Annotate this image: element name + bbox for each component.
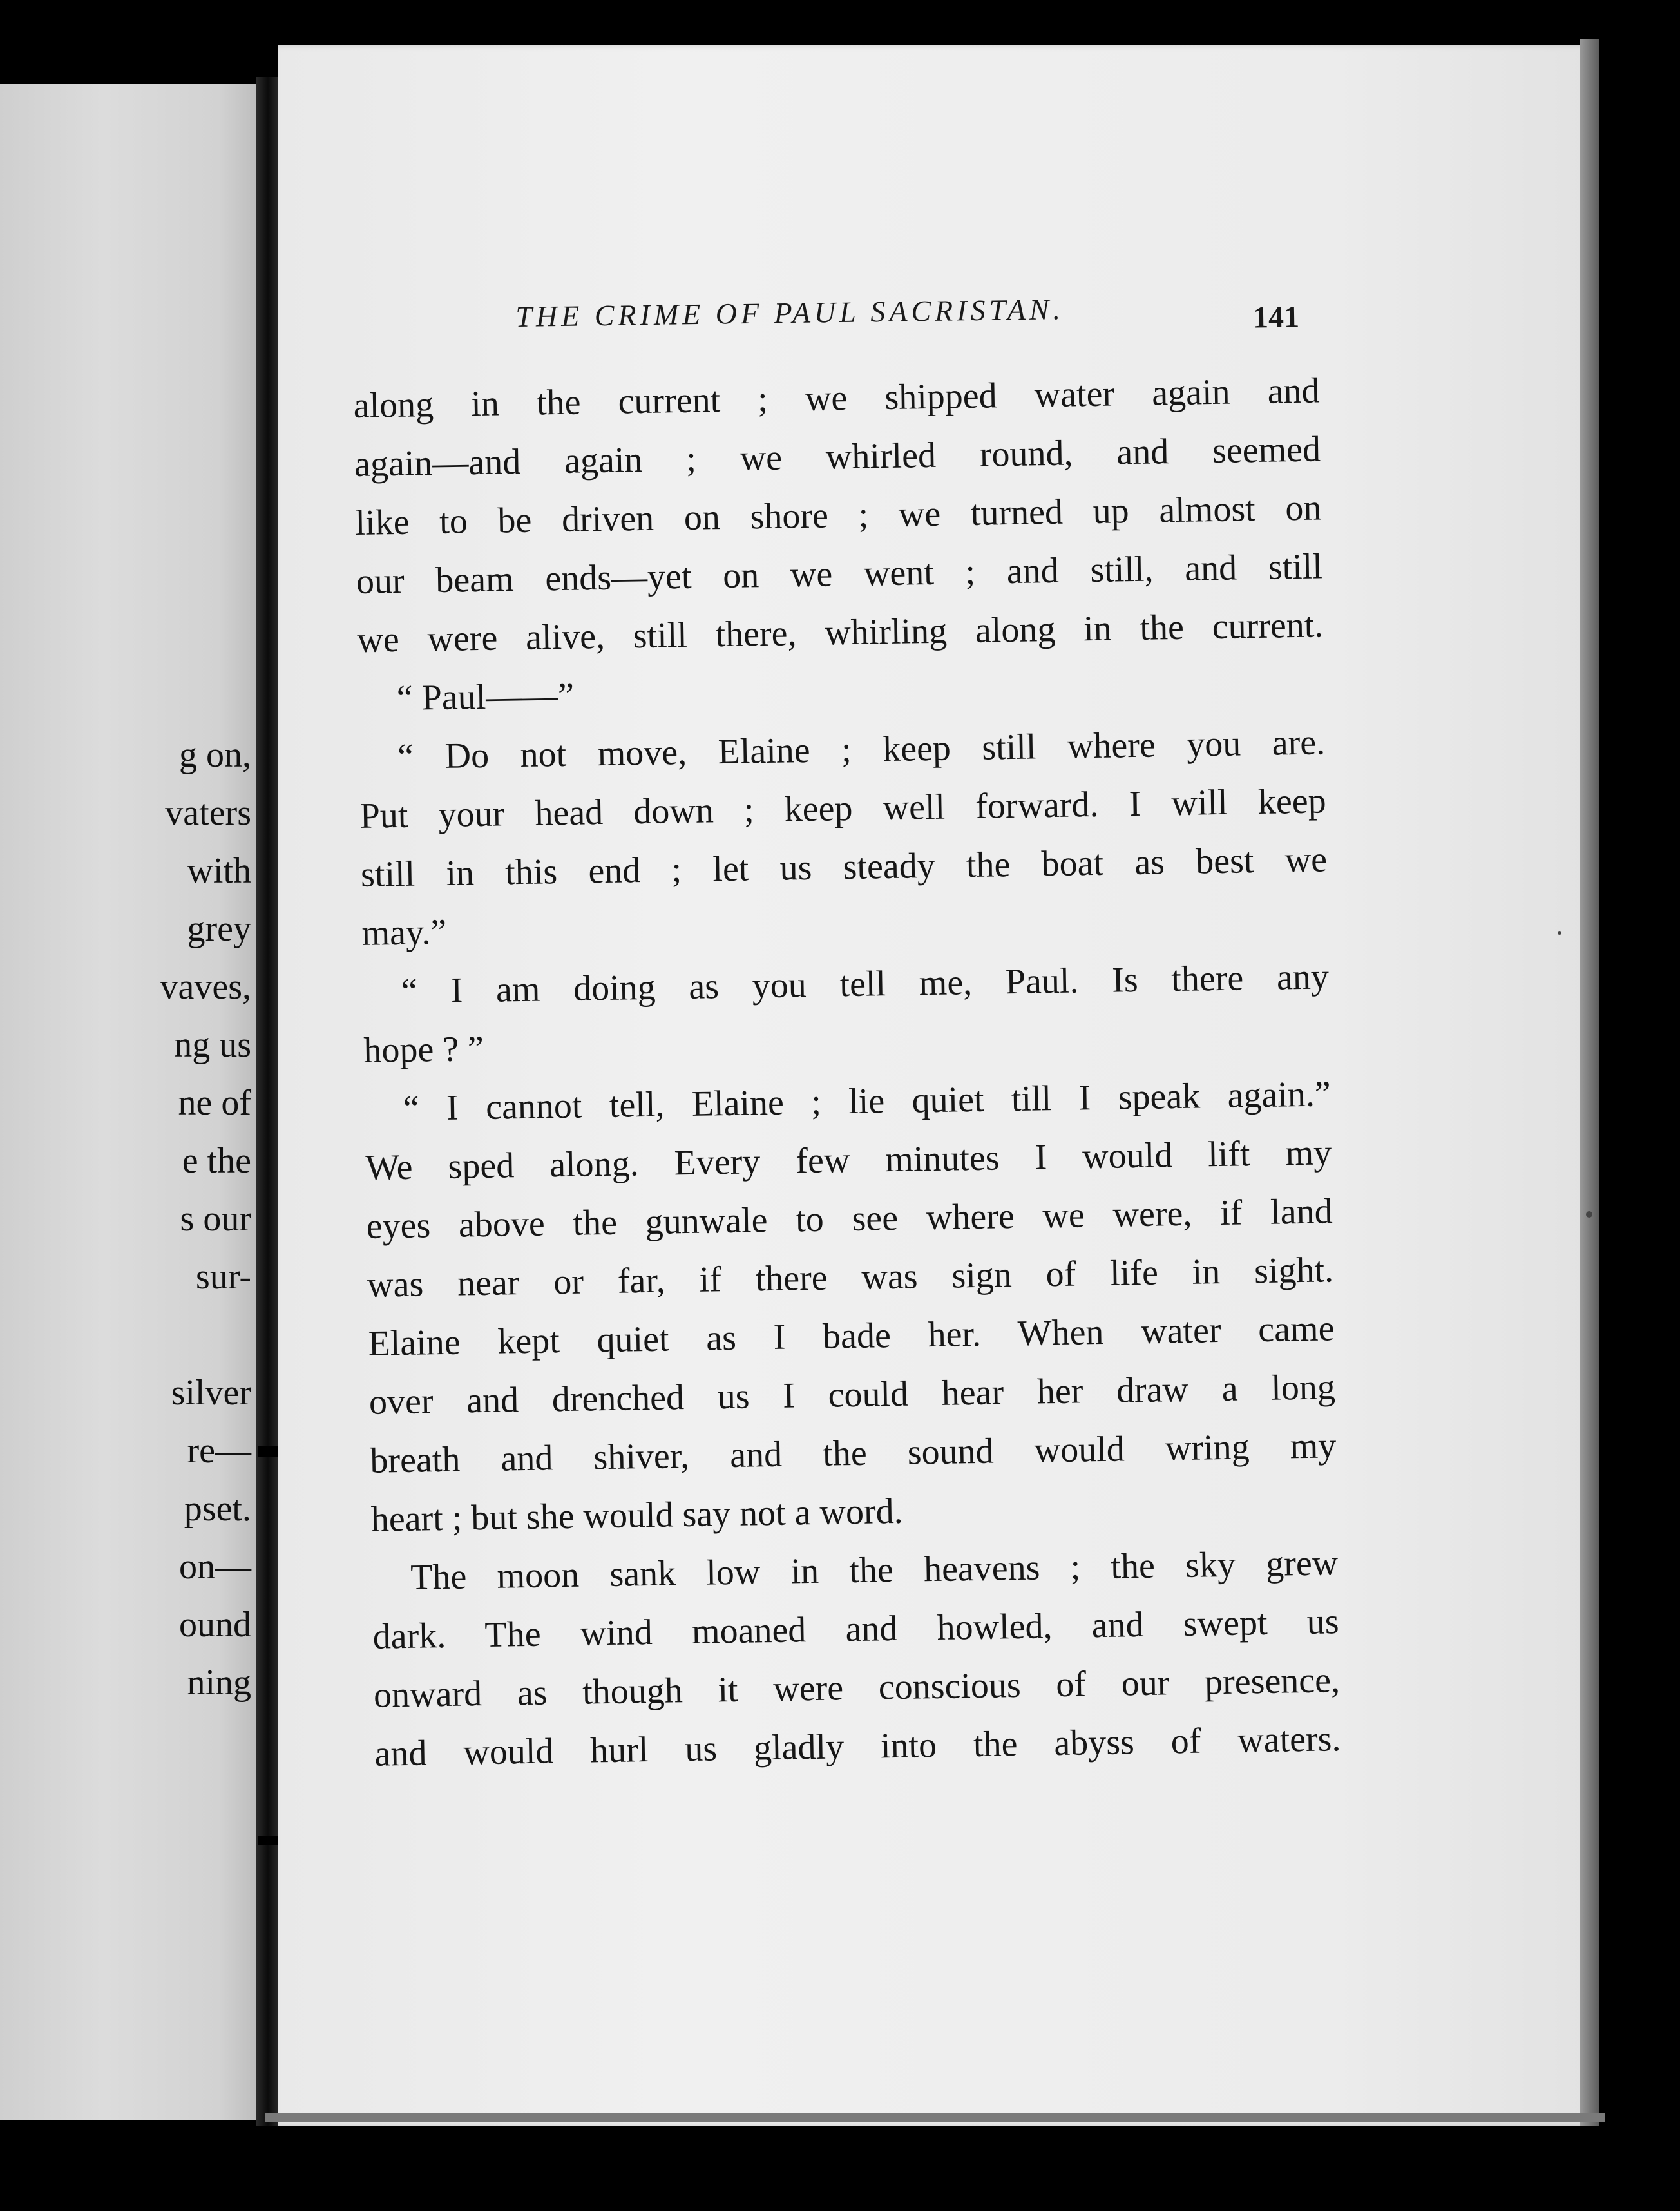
text-line: our beam ends—yet on we went ; and still, and still bbox=[356, 546, 1323, 602]
left-text-line: g on, bbox=[179, 735, 251, 775]
left-text-line: pset. bbox=[184, 1489, 251, 1529]
left-text-line: on— bbox=[179, 1547, 251, 1587]
text-line: may.” bbox=[361, 912, 447, 953]
text-line: onward as though it were conscious of our presence, bbox=[373, 1660, 1341, 1716]
text-line: breath and shiver, and the sound would wring my bbox=[369, 1426, 1337, 1481]
text-line: “ Do not move, Elaine ; keep still where you are. bbox=[397, 722, 1326, 777]
text-line: and would hurl us gladly into the abyss of waters. bbox=[374, 1719, 1341, 1774]
left-text-line: ning bbox=[187, 1663, 251, 1703]
text-line: “ Paul——” bbox=[396, 675, 575, 718]
left-text-line: vaters bbox=[165, 793, 251, 833]
text-line: was near or far, if there was sign of life in sight. bbox=[367, 1250, 1334, 1305]
text-line: still in this end ; let us steady the boat as best we bbox=[360, 839, 1328, 895]
left-text-line: s our bbox=[180, 1199, 251, 1239]
page-bottom-edge bbox=[265, 2113, 1605, 2122]
text-line: eyes above the gunwale to see where we were, if land bbox=[366, 1191, 1333, 1247]
text-line: “ I am doing as you tell me, Paul. Is there any bbox=[401, 957, 1330, 1011]
left-text-line: grey bbox=[187, 909, 251, 949]
text-line: heart ; but she would say not a word. bbox=[370, 1491, 904, 1540]
text-line: along in the current ; we shipped water again and bbox=[353, 370, 1321, 426]
text-line: again—and again ; we whirled round, and seemed bbox=[354, 429, 1321, 484]
left-text-line: re— bbox=[187, 1431, 251, 1471]
text-line: The moon sank low in the heavens ; the sky grew bbox=[410, 1543, 1339, 1598]
text-line: over and drenched us I could hear her draw a long bbox=[368, 1367, 1336, 1422]
left-text-line: ound bbox=[179, 1605, 251, 1645]
dust-speck bbox=[1586, 1211, 1592, 1218]
left-text-line: sur- bbox=[196, 1257, 251, 1297]
page-body-text bbox=[353, 361, 1341, 1783]
page-edge bbox=[1580, 39, 1599, 2126]
left-text-line: vaves, bbox=[160, 967, 251, 1007]
left-text-line: e the bbox=[182, 1141, 251, 1181]
text-line: “ I cannot tell, Elaine ; lie quiet till I speak again.” bbox=[403, 1074, 1332, 1129]
text-line: We sped along. Every few minutes I would lift my bbox=[365, 1133, 1332, 1188]
page-number: 141 bbox=[1252, 300, 1300, 335]
dust-speck bbox=[1558, 931, 1561, 935]
text-line: Elaine kept quiet as I bade her. When water came bbox=[368, 1308, 1335, 1364]
text-line: we were alive, still there, whirling along in the current. bbox=[356, 605, 1324, 660]
text-line: like to be driven on shore ; we turned up almost on bbox=[355, 488, 1322, 543]
running-head: THE CRIME OF PAUL SACRISTAN. bbox=[515, 292, 1065, 333]
left-text-line: silver bbox=[171, 1373, 251, 1413]
text-line: hope ? ” bbox=[363, 1028, 484, 1071]
left-text-line: ne of bbox=[178, 1083, 251, 1123]
book-gutter bbox=[256, 77, 280, 2126]
text-line: Put your head down ; keep well forward. I will keep bbox=[359, 781, 1327, 836]
left-facing-page bbox=[0, 84, 258, 2120]
text-line: dark. The wind moaned and howled, and swept us bbox=[372, 1602, 1340, 1657]
left-text-line: with bbox=[187, 851, 251, 891]
left-text-line: ng us bbox=[174, 1025, 251, 1065]
